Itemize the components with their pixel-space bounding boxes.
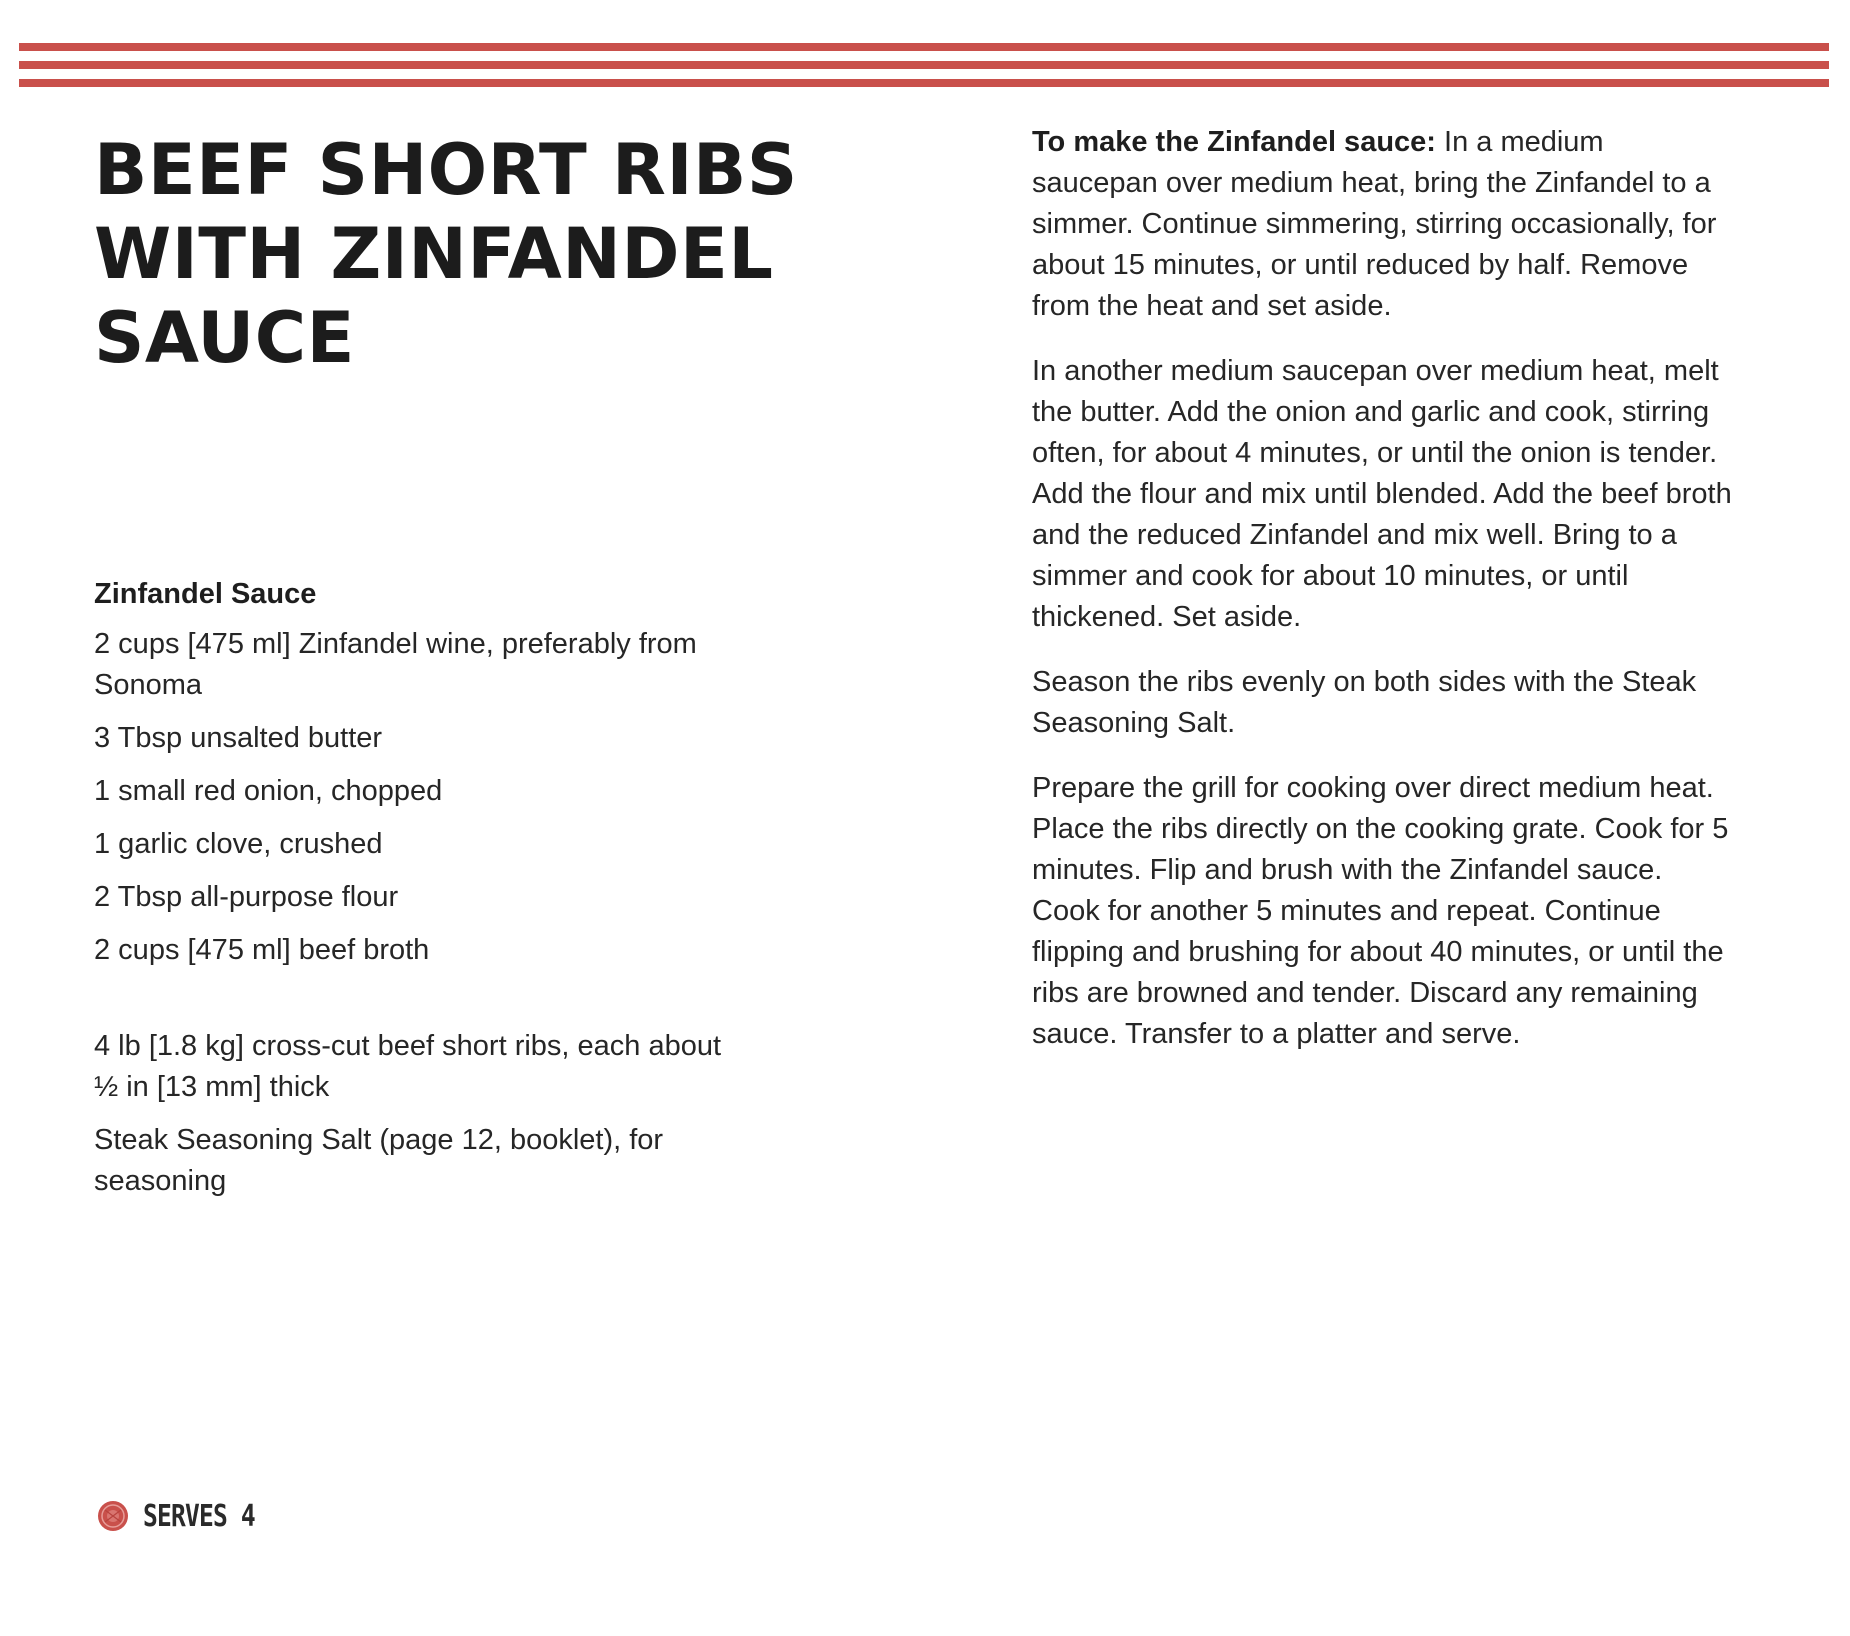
ingredient-item: 2 Tbsp all-purpose flour [94,881,399,913]
method-step-1 [1032,122,1732,327]
stripe-bottom [19,79,1829,87]
sauce-ingredient-list [94,624,734,971]
method-column [1032,122,1732,1079]
main-ingredient-list [94,1026,734,1202]
stripe-top [19,43,1829,51]
ingredient-item: 1 garlic clove, crushed [94,828,383,860]
recipe-title [94,128,854,380]
header-stripes [19,43,1829,87]
ingredient-item: 2 cups [475 ml] beef broth [94,934,430,966]
step-text: In a medium saucepan over medium heat, bring the Zinfandel to a simmer. Continue simmering, stirring occasionally, for about 15 minutes, or until reduced by half. Remove from the heat and set aside. [1032,126,1717,322]
step-lead: To make the Zinfandel sauce: [1032,126,1436,158]
sauce-heading: Zinfandel Sauce [94,578,317,610]
ingredients-column [94,574,734,1214]
serves-label: SERVES 4 [143,1498,255,1534]
method-step-3: Season the ribs evenly on both sides with the Steak Seasoning Salt. [1032,666,1697,739]
ingredient-item: Steak Seasoning Salt (page 12, booklet), for seasoning [94,1124,664,1197]
stripe-middle [19,61,1829,69]
ingredient-item: 2 cups [475 ml] Zinfandel wine, preferably from Sonoma [94,628,697,701]
stamp-icon [97,1500,129,1532]
method-step-2: In another medium saucepan over medium heat, melt the butter. Add the onion and garlic and cook, stirring often, for about 4 minutes, or until the onion is tender. Add the flour and mix until blended. Add the beef broth and the reduced Zinfandel and mix well. Bring to a simmer and cook for about 10 minutes, or until thickened. Set aside. [1032,355,1732,633]
title-line: BEEF SHORT RIBS [94,129,798,211]
ingredient-item: 4 lb [1.8 kg] cross-cut beef short ribs, each about ½ in [13 mm] thick [94,1030,722,1103]
ingredient-item: 1 small red onion, chopped [94,775,443,807]
ingredient-item: 3 Tbsp unsalted butter [94,722,383,754]
title-line: SAUCE [94,297,355,379]
title-line: WITH ZINFANDEL [94,213,774,295]
serves-badge [97,1494,280,1538]
method-step-4: Prepare the grill for cooking over direct medium heat. Place the ribs directly on the cooking grate. Cook for 5 minutes. Flip and brush with the Zinfandel sauce. Cook for another 5 minutes and repeat. Continue flipping and brushing for about 40 minutes, or until the ribs are browned and tender. Discard any remaining sauce. Transfer to a platter and serve. [1032,772,1729,1050]
